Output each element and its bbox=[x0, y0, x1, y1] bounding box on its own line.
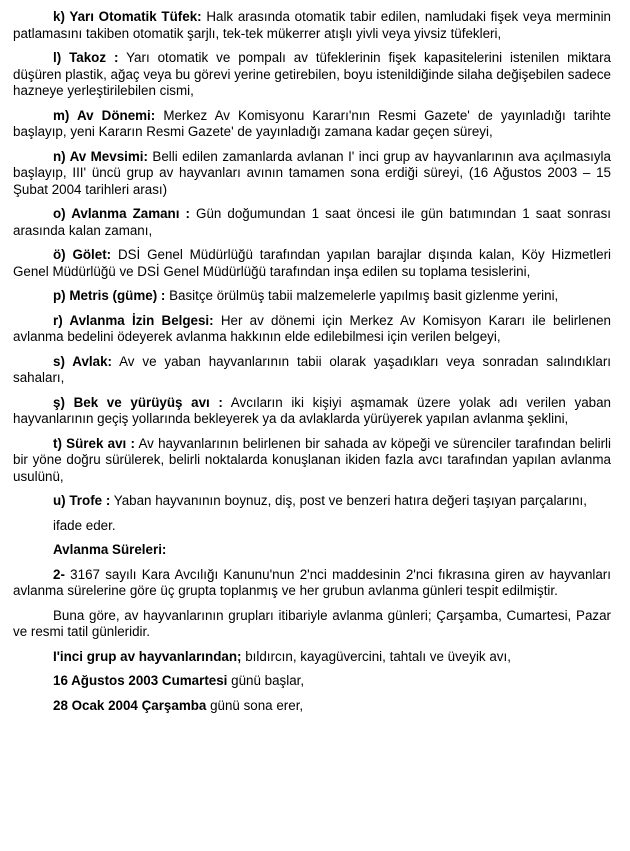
start-text: günü başlar, bbox=[227, 673, 305, 688]
definition-text: Her av dönemi için Merkez Av Komisyon Kararı ile belirlenen avlanma bedelini ödeyerek avlanma hakkının elde edilebilmesi için verilen belgeyi, bbox=[13, 312, 612, 344]
definition-text: Basitçe örülmüş tabii malzemelerle yapılmış basit gizlenme yerini, bbox=[165, 288, 559, 303]
definition-item bbox=[13, 149, 611, 199]
definition-text: Yaban hayvanının boynuz, diş, post ve benzeri hatıra değeri taşıyan parçalarını, bbox=[110, 493, 587, 508]
days-paragraph: Buna göre, av hayvanlarının grupları itibariyle avlanma günleri; Çarşamba, Cumartesi, Pazar ve resmi tatil günleridir. bbox=[13, 607, 611, 639]
article-text: 3167 sayılı Kara Avcılığı Kanunu'nun 2'nci maddesinin 2'nci fıkrasına giren av hayvanları avlanma sürelerine göre üç grupta toplanmış ve her grubun avlanma günleri tespit edilmiştir. bbox=[13, 566, 611, 598]
definition-term: t) Sürek avı : bbox=[53, 435, 135, 451]
definition-item bbox=[13, 247, 611, 280]
definition-term: p) Metris (güme) : bbox=[53, 288, 166, 303]
group1-paragraph bbox=[13, 649, 611, 666]
closing-text: ifade eder. bbox=[53, 517, 116, 533]
definition-term: s) Avlak: bbox=[53, 353, 112, 369]
definition-item bbox=[13, 108, 611, 141]
article-number: 2- bbox=[53, 566, 65, 582]
definition-text: Av hayvanlarının belirlenen bir sahada av köpeği ve sürenciler tarafından belirli bir yöne doğru sürülerek, belirli noktalarda konuşlanan ikiden fazla avcı tarafından yapılan avlanma usulünü, bbox=[13, 435, 611, 484]
definition-item bbox=[13, 50, 611, 100]
definition-term: r) Avlanma İzin Belgesi: bbox=[53, 312, 214, 328]
definition-text: DSİ Genel Müdürlüğü tarafından yapılan barajlar dışında kalan, Köy Hizmetleri Genel Müdürlüğü ve DSİ Genel Müdürlüğü tarafından inşa edilen su toplama tesislerini, bbox=[13, 247, 611, 279]
end-date-paragraph bbox=[13, 698, 611, 715]
definition-item bbox=[13, 313, 611, 346]
definition-term: k) Yarı Otomatik Tüfek: bbox=[53, 9, 202, 24]
definition-item bbox=[13, 288, 611, 305]
definition-item bbox=[13, 395, 611, 428]
article-paragraph bbox=[13, 567, 611, 600]
end-text: günü sona erer, bbox=[206, 697, 304, 713]
end-date: 28 Ocak 2004 Çarşamba bbox=[53, 697, 207, 713]
definition-text: Halk arasında otomatik tabir edilen, namludaki fişek veya merminin patlamasını takiben otomatik şarjlı, tek-tek mükerrer atışlı yivli veya yivsiz tüfekleri, bbox=[13, 9, 611, 41]
group1-term: I'inci grup av hayvanlarından; bbox=[53, 648, 242, 664]
definition-term: m) Av Dönemi: bbox=[53, 107, 156, 123]
definition-term: ö) Gölet: bbox=[53, 247, 112, 262]
definition-term: o) Avlanma Zamanı : bbox=[53, 206, 190, 221]
definition-item bbox=[13, 493, 611, 510]
definition-term: n) Av Mevsimi: bbox=[53, 148, 148, 164]
section-heading: Avlanma Süreleri: bbox=[53, 542, 167, 557]
definition-item bbox=[13, 206, 611, 239]
start-date-paragraph bbox=[13, 673, 611, 690]
definition-term: l) Takoz : bbox=[53, 50, 119, 65]
definition-item bbox=[13, 354, 611, 387]
definition-item bbox=[13, 9, 611, 42]
definition-item bbox=[13, 436, 611, 486]
definition-list bbox=[13, 9, 611, 510]
definition-term: u) Trofe : bbox=[53, 493, 111, 508]
definition-text: Gün doğumundan 1 saat öncesi ile gün batımından 1 saat sonrası arasında kalan zamanı, bbox=[13, 206, 611, 238]
definition-term: ş) Bek ve yürüyüş avı : bbox=[53, 394, 223, 410]
definition-text: Av ve yaban hayvanlarının tabii olarak yaşadıkları veya sonradan salındıkları sahaları, bbox=[13, 353, 612, 385]
definition-text: Belli edilen zamanlarda avlanan I' inci grup av hayvanlarının ava açılmasıyla başlayıp, III' üncü grup av hayvanları avının tamamen sona erdiği süreyi, (16 Ağustos 2003 – 15 Şubat 2004 tarihleri arası) bbox=[13, 148, 611, 197]
group1-text: bıldırcın, kayagüvercini, tahtalı ve üveyik avı, bbox=[241, 648, 511, 664]
definition-text: Yarı otomatik ve pompalı av tüfeklerinin fişek kapasitelerini istenilen miktara düşüren plastik, ağaç veya bu görevi yerine getirebilen, boyu istenildiğinde silaha değişebilen sadece hazneye yerleştirilebilen cismi, bbox=[13, 50, 611, 98]
start-date: 16 Ağustos 2003 Cumartesi bbox=[53, 673, 228, 688]
definition-text: Merkez Av Komisyonu Kararı'nın Resmi Gazete' de yayınladığı tarihte başlayıp, yeni Kararın Resmi Gazete' de yayınladığı zamana kadar geçen süreyi, bbox=[13, 107, 611, 139]
definition-text: Avcıların iki kişiyi aşmamak üzere yolak adı verilen yaban hayvanlarının geçiş yollarında bekleyerek ya da avlaklarda yürüyerek yapılan avlanma şeklini, bbox=[13, 394, 611, 426]
document-page bbox=[13, 9, 611, 722]
